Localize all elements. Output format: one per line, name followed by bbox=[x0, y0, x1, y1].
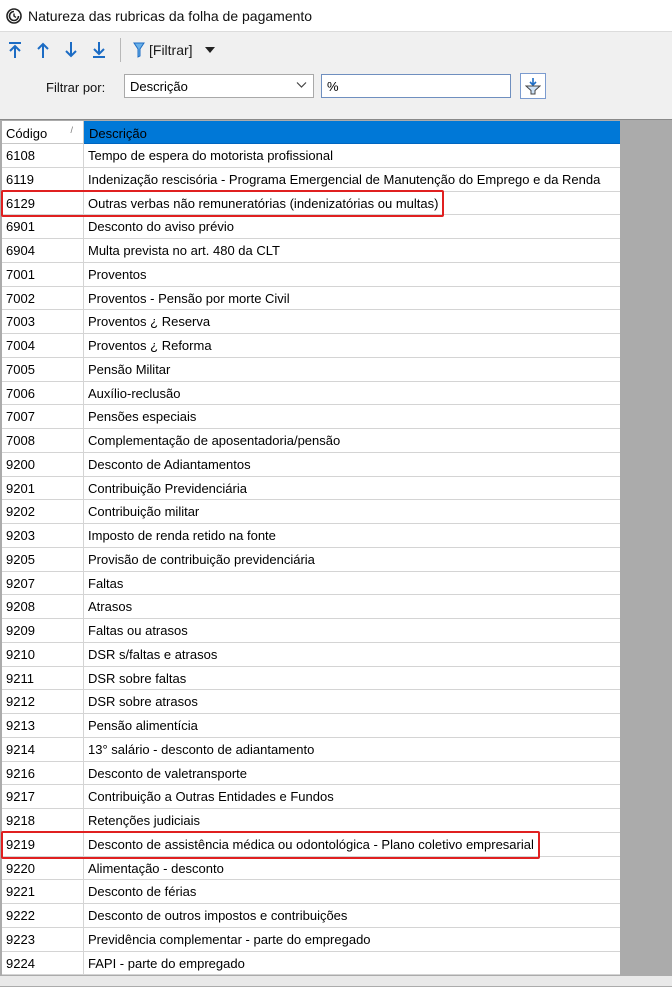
cell-code[interactable]: 9200 bbox=[2, 453, 84, 476]
cell-code[interactable]: 6119 bbox=[2, 168, 84, 191]
cell-code[interactable]: 6904 bbox=[2, 239, 84, 262]
filter-button-label: [Filtrar] bbox=[149, 42, 193, 58]
cell-code[interactable]: 7002 bbox=[2, 287, 84, 310]
cell-description[interactable]: Contribuição Previdenciária bbox=[88, 480, 247, 496]
cell-description[interactable]: Provisão de contribuição previdenciária bbox=[88, 551, 315, 567]
cell-description[interactable]: Atrasos bbox=[88, 599, 133, 615]
status-strip bbox=[0, 976, 672, 986]
cell-code[interactable]: 6129 bbox=[2, 192, 84, 215]
cell-code[interactable]: 7003 bbox=[2, 310, 84, 333]
cell-description[interactable]: Desconto do aviso prévio bbox=[88, 219, 234, 235]
cell-description[interactable]: Indenização rescisória - Programa Emergencial de Manutenção do Emprego e da Renda bbox=[88, 171, 601, 187]
cell-description[interactable]: Proventos bbox=[88, 266, 147, 282]
cell-description[interactable]: Faltas ou atrasos bbox=[88, 623, 188, 638]
table-row[interactable] bbox=[2, 500, 620, 524]
cell-code[interactable]: 9216 bbox=[2, 762, 84, 785]
cell-code[interactable]: 7004 bbox=[2, 334, 84, 357]
table-row[interactable] bbox=[2, 168, 620, 192]
sort-indicator: / bbox=[70, 125, 73, 135]
cell-code[interactable]: 9221 bbox=[2, 880, 84, 903]
table-row[interactable] bbox=[2, 714, 620, 738]
table-row[interactable] bbox=[2, 144, 620, 168]
move-to-last-button[interactable] bbox=[86, 37, 112, 63]
filter-field-value: Descrição bbox=[130, 79, 188, 94]
table-row[interactable] bbox=[2, 809, 620, 833]
cell-code[interactable]: 9224 bbox=[2, 952, 84, 975]
filter-field-select[interactable] bbox=[124, 74, 314, 98]
table-row[interactable] bbox=[2, 572, 620, 596]
cell-description[interactable]: FAPI - parte do empregado bbox=[88, 955, 245, 971]
cell-code[interactable]: 9211 bbox=[2, 667, 84, 690]
move-down-button[interactable] bbox=[58, 37, 84, 63]
table-row[interactable] bbox=[2, 524, 620, 548]
cell-code[interactable]: 9209 bbox=[2, 619, 84, 642]
cell-code[interactable]: 6108 bbox=[2, 144, 84, 167]
filter-by-label: Filtrar por: bbox=[46, 80, 106, 95]
chevron-down-icon bbox=[296, 81, 307, 89]
table-row[interactable] bbox=[2, 263, 620, 287]
cell-code[interactable]: 9203 bbox=[2, 524, 84, 547]
table-row[interactable] bbox=[2, 192, 620, 216]
column-header-description[interactable] bbox=[84, 121, 620, 144]
cell-description[interactable]: Imposto de renda retido na fonte bbox=[88, 528, 276, 543]
table-row[interactable] bbox=[2, 382, 620, 406]
cell-description[interactable]: Auxílio-reclusão bbox=[88, 385, 181, 401]
table-row[interactable] bbox=[2, 358, 620, 382]
cell-description[interactable]: Pensão alimentícia bbox=[88, 718, 198, 733]
table-row[interactable] bbox=[2, 667, 620, 691]
move-to-last-icon bbox=[92, 41, 106, 59]
cell-code[interactable]: 7005 bbox=[2, 358, 84, 381]
table-row[interactable] bbox=[2, 619, 620, 643]
table-row[interactable] bbox=[2, 453, 620, 477]
funnel-icon bbox=[133, 42, 145, 58]
move-down-icon bbox=[64, 41, 78, 59]
apply-filter-icon bbox=[525, 77, 541, 95]
table-row[interactable] bbox=[2, 762, 620, 786]
cell-description[interactable]: Proventos ¿ Reforma bbox=[88, 338, 212, 353]
filter-row bbox=[0, 70, 672, 106]
table-row[interactable] bbox=[2, 928, 620, 952]
cell-description[interactable]: Desconto de férias bbox=[88, 884, 197, 900]
cell-description[interactable]: Outras verbas não remuneratórias (indenizatórias ou multas) bbox=[88, 195, 439, 211]
cell-description[interactable]: Alimentação - desconto bbox=[88, 860, 224, 876]
cell-description[interactable]: 13° salário - desconto de adiantamento bbox=[88, 741, 315, 757]
move-to-first-icon bbox=[8, 41, 22, 59]
column-header-code[interactable] bbox=[2, 121, 84, 144]
cell-code[interactable]: 9222 bbox=[2, 904, 84, 927]
cell-description[interactable]: Contribuição militar bbox=[88, 504, 200, 520]
app-icon bbox=[6, 8, 22, 24]
table-row[interactable] bbox=[2, 477, 620, 501]
cell-code[interactable]: 7001 bbox=[2, 263, 84, 286]
cell-description[interactable]: DSR s/faltas e atrasos bbox=[88, 646, 218, 662]
cell-description[interactable]: Desconto de assistência médica ou odontológica - Plano coletivo empresarial bbox=[88, 836, 534, 852]
cell-description[interactable]: Desconto de valetransporte bbox=[88, 765, 247, 781]
table-row[interactable] bbox=[2, 833, 620, 857]
table-row[interactable] bbox=[2, 857, 620, 881]
cell-code[interactable]: 9217 bbox=[2, 785, 84, 808]
table-row[interactable] bbox=[2, 548, 620, 572]
data-grid bbox=[2, 121, 620, 975]
cell-description[interactable]: Desconto de Adiantamentos bbox=[88, 456, 251, 472]
move-to-first-button[interactable] bbox=[2, 37, 28, 63]
cell-code[interactable]: 9201 bbox=[2, 477, 84, 500]
table-row[interactable] bbox=[2, 239, 620, 263]
column-header-code-label: Código bbox=[6, 126, 48, 141]
filter-text-input[interactable] bbox=[321, 74, 511, 98]
cell-code[interactable]: 9208 bbox=[2, 595, 84, 618]
cell-code[interactable]: 9218 bbox=[2, 809, 84, 832]
cell-description[interactable]: Pensões especiais bbox=[88, 409, 197, 425]
column-header-description-label: Descrição bbox=[89, 126, 147, 141]
cell-description[interactable]: Faltas bbox=[88, 575, 124, 591]
cell-code[interactable]: 9219 bbox=[2, 833, 84, 856]
window-title: Natureza das rubricas da folha de pagamento bbox=[28, 7, 313, 24]
dropdown-arrow-icon[interactable] bbox=[205, 47, 215, 53]
cell-code[interactable]: 9212 bbox=[2, 690, 84, 713]
grid-header bbox=[2, 121, 620, 144]
table-row[interactable] bbox=[2, 595, 620, 619]
grid-container bbox=[0, 119, 672, 987]
grid-rows bbox=[2, 144, 620, 975]
cell-code[interactable]: 9202 bbox=[2, 500, 84, 523]
table-row[interactable] bbox=[2, 287, 620, 311]
table-row[interactable] bbox=[2, 429, 620, 453]
cell-code[interactable]: 9210 bbox=[2, 643, 84, 666]
cell-description[interactable]: DSR sobre faltas bbox=[88, 670, 187, 686]
table-row[interactable] bbox=[2, 405, 620, 429]
cell-code[interactable]: 9213 bbox=[2, 714, 84, 737]
table-row[interactable] bbox=[2, 334, 620, 358]
filter-button[interactable] bbox=[129, 37, 219, 63]
cell-description[interactable]: Multa prevista no art. 480 da CLT bbox=[88, 243, 280, 258]
apply-filter-button[interactable] bbox=[520, 73, 546, 99]
toolbar-separator bbox=[120, 38, 121, 62]
cell-description[interactable]: Contribuição a Outras Entidades e Fundos bbox=[88, 789, 334, 805]
cell-code[interactable]: 9223 bbox=[2, 928, 84, 951]
cell-code[interactable]: 9214 bbox=[2, 738, 84, 761]
cell-code[interactable]: 7007 bbox=[2, 405, 84, 428]
cell-code[interactable]: 9205 bbox=[2, 548, 84, 571]
cell-description[interactable]: Complementação de aposentadoria/pensão bbox=[88, 433, 341, 448]
table-row[interactable] bbox=[2, 643, 620, 667]
cell-description[interactable]: Proventos ¿ Reserva bbox=[88, 314, 211, 330]
cell-code[interactable]: 7008 bbox=[2, 429, 84, 452]
cell-description[interactable]: Retenções judiciais bbox=[88, 813, 201, 828]
table-row[interactable] bbox=[2, 880, 620, 904]
cell-description[interactable]: Pensão Militar bbox=[88, 361, 171, 377]
table-row[interactable] bbox=[2, 310, 620, 334]
cell-code[interactable]: 6901 bbox=[2, 215, 84, 238]
cell-code[interactable]: 9207 bbox=[2, 572, 84, 595]
cell-code[interactable]: 7006 bbox=[2, 382, 84, 405]
cell-description[interactable]: Proventos - Pensão por morte Civil bbox=[88, 290, 290, 306]
table-row[interactable] bbox=[2, 690, 620, 714]
table-row[interactable] bbox=[2, 215, 620, 239]
toolbar bbox=[0, 32, 672, 68]
table-row[interactable] bbox=[2, 952, 620, 976]
table-row[interactable] bbox=[2, 785, 620, 809]
table-row[interactable] bbox=[2, 904, 620, 928]
title-bar bbox=[0, 0, 672, 32]
cell-code[interactable]: 9220 bbox=[2, 857, 84, 880]
cell-description[interactable]: Previdência complementar - parte do empregado bbox=[88, 931, 371, 947]
table-row[interactable] bbox=[2, 738, 620, 762]
cell-description[interactable]: Desconto de outros impostos e contribuições bbox=[88, 908, 348, 923]
move-up-button[interactable] bbox=[30, 37, 56, 63]
cell-description[interactable]: Tempo de espera do motorista profissional bbox=[88, 148, 333, 163]
move-up-icon bbox=[36, 41, 50, 59]
cell-description[interactable]: DSR sobre atrasos bbox=[88, 694, 198, 710]
